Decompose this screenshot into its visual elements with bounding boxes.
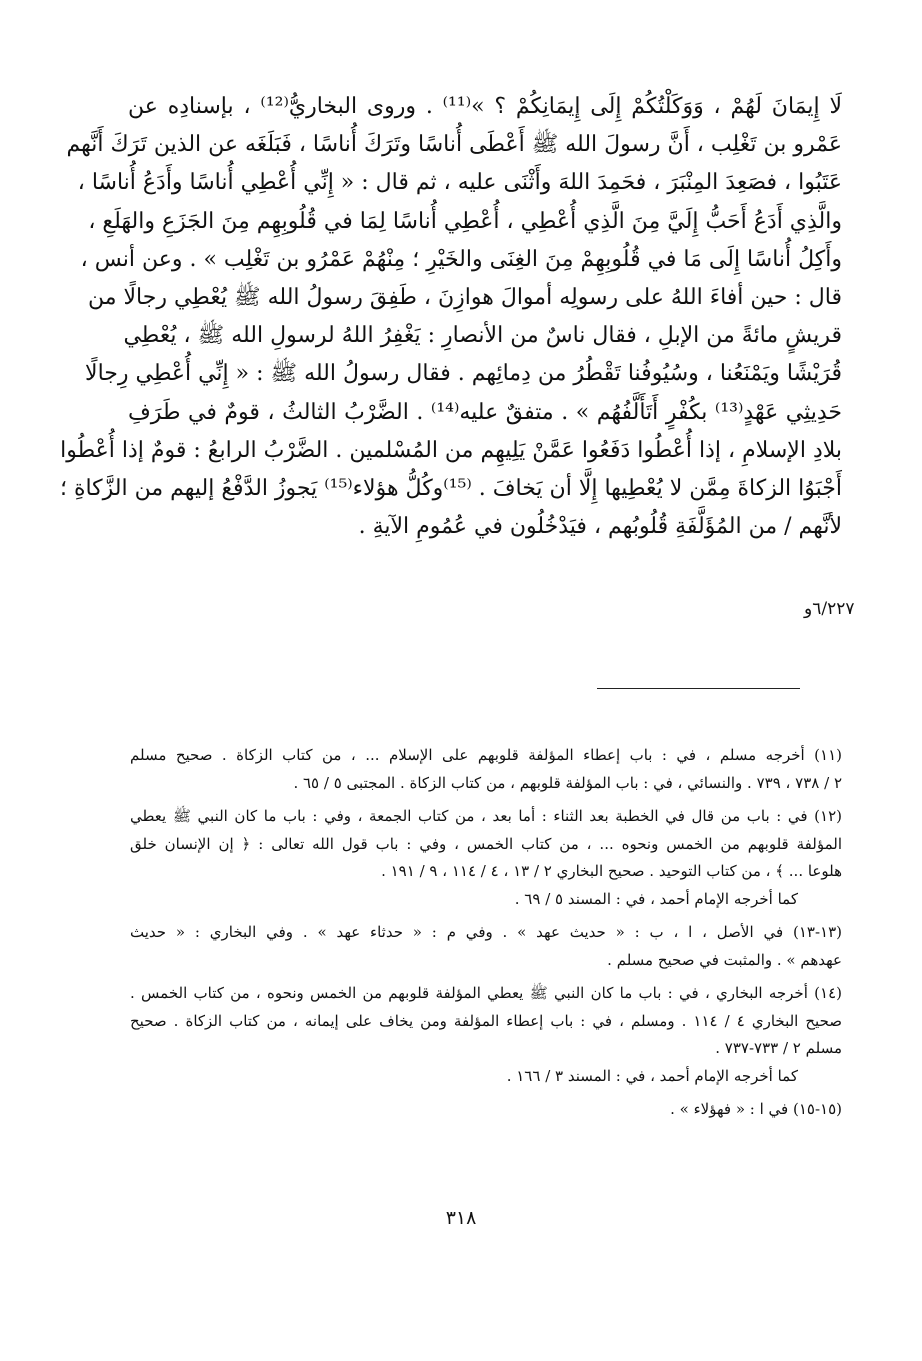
page-number: ٣١٨ — [445, 1207, 477, 1229]
footnote-line: هلوعا ... ﴾ ، من كتاب التوحيد . صحيح البخاري ٢ / ١٣ ، ٤ / ١١٤ ، ٩ / ١٩١ . — [381, 862, 842, 880]
footnote-12 — [130, 803, 842, 913]
footnote-line: مسلم ٢ / ٧٣٣-٧٣٧ . — [715, 1039, 842, 1057]
main-text-line: قال : حين أفاءَ اللهُ على رسولِه أموالَ هوازِنَ ، طَفِقَ رسولُ الله ﷺ يُعْطِي رجالًا من — [87, 284, 842, 310]
main-text-line: والَّذِي أَدَعُ أَحَبُّ إِلَيَّ مِنَ الَّذِي أُعْطِي ، أُعْطِي أُناسًا لِمَا في قُلُوبِهِم مِنَ الجَزَعِ والهَلَعِ ، — [88, 208, 842, 234]
footnote-13 — [130, 919, 842, 974]
main-text-line: وأَكِلُ أُناسًا إِلَى مَا في قُلُوبِهِمْ مِنَ الغِنَى والخَيْرِ ؛ مِنْهُمْ عَمْرُو بن تَغْلِب » . وعن أنس ، — [80, 246, 842, 272]
main-text-line: قُرَيْشًا ويَمْنَعُنا ، وسُيُوفُنا تَقْطُرُ من دِمائِهم . فقال رسولُ الله ﷺ : « إِنِّي أُعْطِي رِجالًا — [85, 361, 842, 387]
footnote-line: ٢ / ٧٣٨ ، ٧٣٩ . والنسائي ، في : باب المؤلفة قلوبهم ، من كتاب الزكاة . المجتبى ٥ / ٦٥ . — [293, 773, 842, 792]
main-text-block — [59, 88, 842, 546]
main-text-line: قريشٍ مائةً من الإبلِ ، فقال ناسٌ من الأنصارِ : يَغْفِرُ اللهُ لرسولِ الله ﷺ ، يُعْطِي — [123, 323, 842, 349]
footnote-15 — [130, 1096, 842, 1124]
footnote-line: (١٣-١٣) في الأصل ، ا ، ب : « حديث عهد » . وفي م : « حدثاء عهد » . وفي البخاري : « حديث — [130, 923, 842, 941]
main-text-line: لأنَّهم / من المُؤَلَّفَةِ قُلُوبُهم ، فيَدْخُلُون في عُمُومِ الآيةِ . — [358, 514, 842, 540]
footnote-separator — [597, 688, 800, 689]
main-text-line: أَجْبَوُا الزكاةَ مِمَّن لا يُعْطِيها إِلَّا أن يَخافَ . ⁽¹⁵⁾وكُلُّ هؤلاء⁽¹⁵⁾ يَجوزُ الدَّفْعُ إليهم من الزَّكاةِ ؛ — [59, 475, 842, 501]
footnote-line: (١٤) أخرجه البخاري ، في : باب ما كان النبي ﷺ يعطي المؤلفة قلوبهم من الخمس ونحوه ، من كتاب الخمس . — [130, 984, 842, 1002]
main-text-line: لَا إِيمَانَ لَهُمْ ، وَوَكَلْتُكُمْ إِلَى إِيمَانِكُمْ ؟ »⁽¹¹⁾ . وروى البخاريُّ⁽¹²⁾ ، بإسنادِه عن — [128, 94, 842, 119]
main-text-line: عَتَبُوا ، فصَعِدَ المِنْبَرَ ، فحَمِدَ اللهَ وأَثْنَى عليه ، ثم قال : « إِنِّي أُعْطِي أُناسًا وأَدَعُ أُناسًا ، — [77, 170, 842, 196]
footnote-14 — [130, 980, 842, 1090]
footnote-line: صحيح البخاري ٤ / ١١٤ . ومسلم ، في : باب إعطاء المؤلفة ومن يخاف على إيمانه ، من كتاب الزكاة . صحيح — [130, 1011, 843, 1030]
footnote-line: كما أخرجه الإمام أحمد ، في : المسند ٣ / ١٦٦ . — [506, 1066, 798, 1085]
main-text-line: عَمْرو بن تَغْلِب ، أَنَّ رسولَ الله ﷺ أَعْطَى أُناسًا وتَرَكَ أُناسًا ، فَبَلَغَه عن الذين تَرَكَ أَنَّهم — [66, 132, 842, 158]
main-text-line: بلادِ الإسلامِ ، إذا أُعْطُوا دَفَعُوا عَمَّنْ يَلِيهِم من المُسْلمين . الضَّرْبُ الرابعُ : قومٌ إذا أُعْطُوا — [60, 437, 842, 463]
footnote-line: (١١) أخرجه مسلم ، في : باب إعطاء المؤلفة قلوبهم على الإسلام ... ، من كتاب الزكاة . صحيح مسلم — [130, 746, 842, 764]
footnote-line: عهدهم » . والمثبت في صحيح مسلم . — [607, 950, 842, 969]
footnote-11 — [130, 742, 842, 797]
footnote-line: كما أخرجه الإمام أحمد ، في : المسند ٥ / ٦٩ . — [514, 889, 798, 908]
main-text-line: حَدِيثِي عَهْدٍ⁽¹³⁾ بكُفْرٍ أَتَأَلَّفُهُم » . متفقٌ عليه⁽¹⁴⁾ . الضَّرْبُ الثالثُ ، قومٌ في طَرَفِ — [128, 399, 842, 425]
footnote-line: المؤلفة قلوبهم من الخمس ونحوه ... ، من كتاب الخمس ، وفي : باب قول الله تعالى : ﴿ إن الإنسان خلق — [130, 834, 842, 853]
footnotes-block — [130, 742, 842, 1130]
footnote-line: (١٥-١٥) في ا : « فهؤلاء » . — [670, 1100, 842, 1118]
manuscript-folio-marker: ٦/٢٢٧و — [804, 599, 855, 619]
footnote-line: (١٢) في : باب من قال في الخطبة بعد الثناء : أما بعد ، من كتاب الجمعة ، وفي : باب ما كان النبي ﷺ يعطي — [130, 807, 842, 825]
